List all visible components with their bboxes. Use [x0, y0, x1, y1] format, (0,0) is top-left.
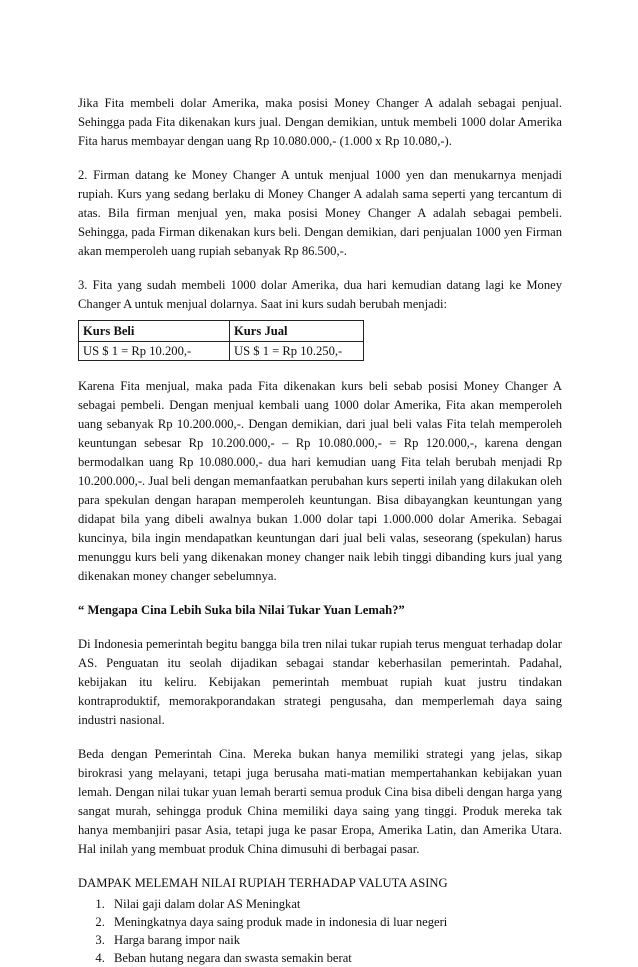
dampak-list — [78, 895, 562, 967]
paragraph-fita-menjual: 3. Fita yang sudah membeli 1000 dolar Amerika, dua hari kemudian datang lagi ke Money Changer A untuk menjual dolarnya. Saat ini kurs sudah berubah menjadi: — [78, 278, 562, 311]
document-body — [78, 94, 562, 967]
kurs-table — [78, 320, 364, 361]
list-item: 1. Nilai gaji dalam dolar AS Meningkat — [108, 895, 562, 913]
kurs-table-header — [79, 321, 364, 342]
kurs-jual-header: Kurs Jual — [230, 321, 364, 342]
paragraph-indonesia: Di Indonesia pemerintah begitu bangga bila tren nilai tukar rupiah terus menguat terhadap dolar AS. Penguatan itu seolah dijadikan sebagai standar keberhasilan pemerintah. Padahal, kebijakan itu keliru. Kebijakan pemerintah membuat rupiah kuat justru tindakan kontraproduktif, memorakporandakan strategi pengusaha, dan memperlemah daya saing industri nasional. — [78, 637, 562, 727]
paragraph-keuntungan-spekulan: Karena Fita menjual, maka pada Fita dikenakan kurs beli sebab posisi Money Changer A sebagai pembeli. Dengan menjual kembali uang 1000 dolar Amerika, Fita akan memperoleh uang sebanyak Rp 10.200.000,-. Dengan demikian, dari jual beli valas Fita telah memperoleh keuntungan sebesar Rp 10.200.000,- – Rp 10.080.000,- = Rp 120.000,-, karena dengan bermodalkan uang Rp 10.080.000,- dua hari kemudian uang Fita telah berubah menjadi Rp 10.200.000,-. Jual beli dengan memanfaatkan perubahan kurs seperti inilah yang dilakukan oleh para spekulan dengan harapan memperoleh keuntungan. Bisa dibayangkan keuntungan yang didapat bila yang dibeli awalnya bukan 1.000 dolar tapi 1.000.000 dolar Amerika. Sebagai kuncinya, bila ingin mendapatkan keuntungan dari jual beli valas, seseorang (spekulan) harus menunggu kurs beli yang dikenakan money changer naik lebih tinggi dibanding kurs jual yang dikenakan money changer sebelumnya. — [78, 379, 562, 583]
list-item: 4. Beban hutang negara dan swasta semakin berat — [108, 949, 562, 967]
list-item: 3. Harga barang impor naik — [108, 931, 562, 949]
section-title: “ Mengapa Cina Lebih Suka bila Nilai Tukar Yuan Lemah?” — [78, 603, 405, 617]
paragraph-fita-membeli: Jika Fita membeli dolar Amerika, maka posisi Money Changer A adalah sebagai penjual. Sehingga pada Fita dikenakan kurs jual. Dengan demikian, untuk membeli 1000 dolar Amerika Fita harus membayar dengan uang Rp 10.080.000,- (1.000 x Rp 10.080,-). — [78, 96, 562, 148]
dampak-heading: DAMPAK MELEMAH NILAI RUPIAH TERHADAP VALUTA ASING — [78, 876, 448, 890]
kurs-jual-value: US $ 1 = Rp 10.250,- — [230, 342, 364, 361]
kurs-table-row — [79, 342, 364, 361]
list-item: 2. Meningkatnya daya saing produk made in indonesia di luar negeri — [108, 913, 562, 931]
paragraph-cina: Beda dengan Pemerintah Cina. Mereka bukan hanya memiliki strategi yang jelas, sikap birokrasi yang melayani, tetapi juga berusaha mati-matian mempertahankan kebijakan yuan lemah. Dengan nilai tukar yuan lemah berarti semua produk Cina bisa dibeli dengan harga yang sangat murah, sehingga produk China memiliki daya saing yang tinggi. Produk mereka tak hanya membanjiri pasar Asia, tetapi juga ke pasar Eropa, Amerika Latin, dan Amerika Utara. Hal inilah yang membuat produk China dimusuhi di berbagai pasar. — [78, 747, 562, 856]
paragraph-firman-menjual: 2. Firman datang ke Money Changer A untuk menjual 1000 yen dan menukarnya menjadi rupiah. Kurs yang sedang berlaku di Money Changer A adalah sama seperti yang tercantum di atas. Bila firman menjual yen, maka posisi Money Changer A adalah sebagai pembeli. Sehingga, pada Firman dikenakan kurs beli. Dengan demikian, dari penjualan 1000 yen Firman akan memperoleh uang rupiah sebanyak Rp 86.500,-. — [78, 168, 562, 258]
kurs-beli-value: US $ 1 = Rp 10.200,- — [79, 342, 230, 361]
kurs-beli-header: Kurs Beli — [79, 321, 230, 342]
